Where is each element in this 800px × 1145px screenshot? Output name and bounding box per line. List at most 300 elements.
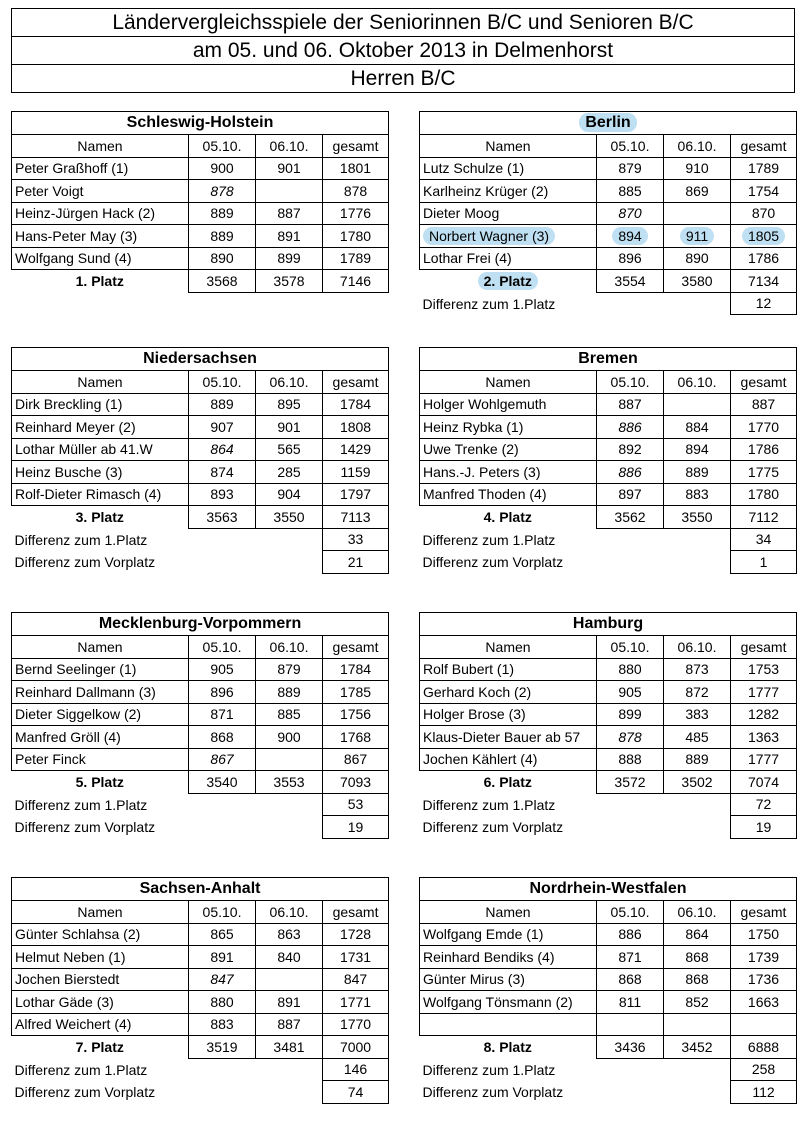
player-row	[12, 416, 389, 439]
player-name: Holger Wohlgemuth	[420, 393, 597, 416]
team-name: Hamburg	[572, 615, 644, 632]
col-header-day1: 05.10.	[189, 371, 256, 394]
player-name: Gerhard Koch (2)	[420, 681, 597, 704]
diff-first-value: 53	[323, 793, 389, 816]
diff-prev-value: 19	[731, 816, 797, 839]
col-header-total: gesamt	[731, 135, 797, 158]
player-name: Lothar Frei (4)	[420, 247, 597, 270]
player-row	[12, 1013, 389, 1036]
player-row	[420, 180, 797, 203]
diff-prev-row	[12, 816, 389, 839]
diff-prev-row	[420, 551, 797, 574]
player-total: 1756	[323, 703, 389, 726]
col-header-name: Namen	[420, 371, 597, 394]
player-d1: 888	[597, 748, 664, 771]
team-score-table	[419, 347, 797, 574]
player-d1: 886	[597, 416, 664, 439]
sum-day1: 3436	[597, 1036, 664, 1059]
place-label: 7. Platz	[75, 1039, 124, 1055]
player-d1: 893	[189, 483, 256, 506]
player-d2	[664, 202, 731, 225]
player-d2: 899	[256, 247, 323, 270]
player-total: 847	[323, 968, 389, 991]
player-name: Helmut Neben (1)	[12, 946, 189, 969]
diff-first-row	[12, 528, 389, 551]
player-d2: 900	[256, 726, 323, 749]
col-header-name: Namen	[12, 135, 189, 158]
player-d2: 873	[664, 658, 731, 681]
col-header-day1: 05.10.	[597, 371, 664, 394]
player-name: Klaus-Dieter Bauer ab 57	[420, 726, 597, 749]
player-row	[12, 483, 389, 506]
player-row	[12, 658, 389, 681]
diff-prev-row	[420, 816, 797, 839]
player-name: Dieter Siggelkow (2)	[12, 703, 189, 726]
player-row	[420, 225, 797, 248]
player-total: 1429	[323, 438, 389, 461]
sum-total: 7134	[731, 270, 797, 293]
diff-first-value: 34	[731, 528, 797, 551]
player-row	[420, 923, 797, 946]
player-total: 870	[731, 202, 797, 225]
place-label: 2. Platz	[478, 272, 538, 290]
player-d2: 383	[664, 703, 731, 726]
diff-first-row	[12, 793, 389, 816]
document-header	[11, 8, 795, 93]
player-total: 1159	[323, 461, 389, 484]
player-d1: 899	[597, 703, 664, 726]
sum-total: 7074	[731, 771, 797, 794]
player-d2: 894	[664, 438, 731, 461]
player-total: 1801	[323, 157, 389, 180]
player-total: 1789	[731, 157, 797, 180]
diff-first-value: 12	[731, 292, 797, 315]
player-d2: 869	[664, 180, 731, 203]
player-total	[731, 1013, 797, 1036]
diff-first-row	[420, 528, 797, 551]
player-row	[12, 247, 389, 270]
sum-total: 7000	[323, 1036, 389, 1059]
player-d1	[597, 225, 664, 248]
team-sum-row	[12, 771, 389, 794]
team-name: Nordrhein-Westfalen	[529, 880, 687, 897]
player-row	[12, 461, 389, 484]
player-d1: 864	[189, 438, 256, 461]
player-total: 1780	[731, 483, 797, 506]
player-row	[420, 483, 797, 506]
player-d2: 887	[256, 202, 323, 225]
highlight-name: Norbert Wagner (3)	[423, 227, 555, 245]
sum-total: 7113	[323, 506, 389, 529]
player-d2: 901	[256, 157, 323, 180]
player-total: 1736	[731, 968, 797, 991]
diff-prev-value: 74	[323, 1081, 389, 1104]
player-total: 1728	[323, 923, 389, 946]
player-d2	[256, 180, 323, 203]
player-d1: 905	[597, 681, 664, 704]
sum-day2: 3502	[664, 771, 731, 794]
diff-first-label: Differenz zum 1.Platz	[422, 531, 556, 548]
team-sum-row	[420, 270, 797, 293]
player-d2: 887	[256, 1013, 323, 1036]
team-name-cell	[12, 878, 389, 901]
player-d1: 896	[189, 681, 256, 704]
place-label: 5. Platz	[75, 774, 124, 790]
team-name: Sachsen-Anhalt	[139, 880, 261, 897]
player-d1: 880	[597, 658, 664, 681]
player-d2: 840	[256, 946, 323, 969]
place-label-cell	[420, 506, 597, 529]
place-label: 8. Platz	[483, 1039, 532, 1055]
player-total: 1750	[731, 923, 797, 946]
player-d2: 891	[256, 991, 323, 1014]
team-name-cell	[420, 878, 797, 901]
player-name: Holger Brose (3)	[420, 703, 597, 726]
player-total: 1768	[323, 726, 389, 749]
diff-prev-label: Differenz zum Vorplatz	[422, 818, 564, 835]
player-d1: 868	[597, 968, 664, 991]
col-header-total: gesamt	[323, 901, 389, 924]
player-total: 1739	[731, 946, 797, 969]
player-row	[420, 703, 797, 726]
player-total: 1770	[731, 416, 797, 439]
col-header-day1: 05.10.	[189, 135, 256, 158]
player-row	[420, 157, 797, 180]
team-score-table	[11, 612, 389, 839]
team-name-cell	[420, 348, 797, 371]
team-name-cell	[12, 348, 389, 371]
team-name: Bremen	[578, 350, 638, 367]
team-name-cell	[420, 112, 797, 135]
place-label-cell	[420, 1036, 597, 1059]
sum-day1: 3568	[189, 270, 256, 293]
player-name: Heinz-Jürgen Hack (2)	[12, 202, 189, 225]
diff-first-label: Differenz zum 1.Platz	[422, 295, 556, 312]
sum-day2: 3481	[256, 1036, 323, 1059]
team-table-7	[419, 877, 796, 1104]
player-row	[12, 225, 389, 248]
player-d2: 889	[256, 681, 323, 704]
col-header-name: Namen	[420, 636, 597, 659]
team-table-5	[419, 612, 796, 839]
player-name: Manfred Thoden (4)	[420, 483, 597, 506]
player-total: 1753	[731, 658, 797, 681]
player-name: Heinz Busche (3)	[12, 461, 189, 484]
diff-first-row	[420, 1058, 797, 1081]
place-label-cell	[12, 1036, 189, 1059]
player-name: Lutz Schulze (1)	[420, 157, 597, 180]
player-name: Alfred Weichert (4)	[12, 1013, 189, 1036]
col-header-day2: 06.10.	[664, 636, 731, 659]
player-name: Hans.-J. Peters (3)	[420, 461, 597, 484]
player-name	[420, 225, 597, 248]
col-header-total: gesamt	[323, 636, 389, 659]
highlight-d2: 911	[680, 227, 714, 245]
sum-day1: 3572	[597, 771, 664, 794]
diff-first-label: Differenz zum 1.Platz	[14, 531, 148, 548]
player-d2: 891	[256, 225, 323, 248]
player-name: Dieter Moog	[420, 202, 597, 225]
col-header-name: Namen	[12, 636, 189, 659]
sum-day2: 3578	[256, 270, 323, 293]
player-name: Reinhard Meyer (2)	[12, 416, 189, 439]
diff-first-row	[12, 1058, 389, 1081]
player-row	[420, 202, 797, 225]
player-d2: 868	[664, 946, 731, 969]
player-name: Wolfgang Tönsmann (2)	[420, 991, 597, 1014]
player-total: 1784	[323, 393, 389, 416]
place-label: 4. Platz	[483, 509, 532, 525]
player-name: Rolf Bubert (1)	[420, 658, 597, 681]
player-name: Heinz Rybka (1)	[420, 416, 597, 439]
player-row	[420, 726, 797, 749]
team-table-0	[11, 111, 388, 293]
col-header-total: gesamt	[323, 371, 389, 394]
team-table-1	[419, 111, 796, 315]
player-name: Peter Graßhoff (1)	[12, 157, 189, 180]
sum-day2: 3580	[664, 270, 731, 293]
player-d2: 872	[664, 681, 731, 704]
player-total: 1754	[731, 180, 797, 203]
diff-first-value: 72	[731, 793, 797, 816]
place-label: 1. Platz	[75, 273, 124, 289]
col-header-total: gesamt	[731, 901, 797, 924]
player-d1: 890	[189, 247, 256, 270]
diff-prev-value: 19	[323, 816, 389, 839]
player-d2: 885	[256, 703, 323, 726]
col-header-day1: 05.10.	[189, 636, 256, 659]
diff-prev-value: 112	[731, 1081, 797, 1104]
diff-prev-label: Differenz zum Vorplatz	[422, 1083, 564, 1100]
col-header-total: gesamt	[731, 636, 797, 659]
player-d1: 889	[189, 393, 256, 416]
player-d2: 883	[664, 483, 731, 506]
player-name: Dirk Breckling (1)	[12, 393, 189, 416]
player-row	[420, 968, 797, 991]
highlight-d1: 894	[612, 227, 647, 245]
col-header-name: Namen	[420, 135, 597, 158]
player-row	[12, 180, 389, 203]
team-table-3	[419, 347, 796, 574]
sum-day2: 3452	[664, 1036, 731, 1059]
player-total: 1771	[323, 991, 389, 1014]
diff-first-row	[420, 793, 797, 816]
player-d1: 886	[597, 923, 664, 946]
player-d1: 878	[597, 726, 664, 749]
player-row	[12, 703, 389, 726]
player-d2: 904	[256, 483, 323, 506]
sum-day2: 3550	[664, 506, 731, 529]
col-header-day2: 06.10.	[664, 901, 731, 924]
player-name: Peter Voigt	[12, 180, 189, 203]
team-sum-row	[12, 1036, 389, 1059]
player-name	[420, 1013, 597, 1036]
player-name: Wolfgang Emde (1)	[420, 923, 597, 946]
team-score-table	[11, 347, 389, 574]
player-total: 1786	[731, 247, 797, 270]
team-sum-row	[420, 506, 797, 529]
col-header-name: Namen	[12, 371, 189, 394]
player-d2: 884	[664, 416, 731, 439]
diff-prev-row	[420, 1081, 797, 1104]
place-label-cell	[12, 506, 189, 529]
player-row	[420, 247, 797, 270]
sum-total: 6888	[731, 1036, 797, 1059]
player-name: Lothar Gäde (3)	[12, 991, 189, 1014]
player-d1: 905	[189, 658, 256, 681]
player-name: Jochen Kählert (4)	[420, 748, 597, 771]
player-d2: 895	[256, 393, 323, 416]
player-name: Lothar Müller ab 41.W	[12, 438, 189, 461]
place-label-cell	[12, 270, 189, 293]
player-total: 1776	[323, 202, 389, 225]
team-name: Mecklenburg-Vorpommern	[98, 615, 302, 632]
player-d1: 871	[189, 703, 256, 726]
player-row	[12, 157, 389, 180]
player-total: 1663	[731, 991, 797, 1014]
sum-total: 7093	[323, 771, 389, 794]
player-name: Hans-Peter May (3)	[12, 225, 189, 248]
col-header-name: Namen	[420, 901, 597, 924]
player-total: 1780	[323, 225, 389, 248]
player-d2: 889	[664, 748, 731, 771]
col-header-total: gesamt	[731, 371, 797, 394]
team-score-table	[11, 877, 389, 1104]
diff-prev-label: Differenz zum Vorplatz	[14, 818, 156, 835]
player-d1: 867	[189, 748, 256, 771]
team-sum-row	[420, 1036, 797, 1059]
player-row	[420, 461, 797, 484]
sum-total: 7112	[731, 506, 797, 529]
player-row	[12, 681, 389, 704]
team-name: Schleswig-Holstein	[126, 114, 274, 131]
player-name: Günter Mirus (3)	[420, 968, 597, 991]
player-total: 1786	[731, 438, 797, 461]
player-d2: 901	[256, 416, 323, 439]
player-d1: 892	[597, 438, 664, 461]
player-name: Reinhard Dallmann (3)	[12, 681, 189, 704]
team-table-2	[11, 347, 388, 574]
sum-day2: 3553	[256, 771, 323, 794]
player-d1	[597, 1013, 664, 1036]
team-sum-row	[12, 506, 389, 529]
diff-prev-label: Differenz zum Vorplatz	[422, 553, 564, 570]
player-d1: 811	[597, 991, 664, 1014]
diff-first-value: 258	[731, 1058, 797, 1081]
player-total: 867	[323, 748, 389, 771]
player-d1: 879	[597, 157, 664, 180]
sum-day1: 3554	[597, 270, 664, 293]
diff-prev-value: 21	[323, 551, 389, 574]
player-row	[12, 393, 389, 416]
place-label-cell	[420, 771, 597, 794]
player-name: Bernd Seelinger (1)	[12, 658, 189, 681]
header-date-location: am 05. und 06. Oktober 2013 in Delmenhorst	[12, 36, 794, 64]
team-score-table	[419, 111, 797, 315]
player-d1: 865	[189, 923, 256, 946]
player-row	[12, 202, 389, 225]
player-total: 1797	[323, 483, 389, 506]
sum-day1: 3562	[597, 506, 664, 529]
team-score-table	[11, 111, 389, 293]
team-name-cell	[12, 112, 389, 135]
player-d2: 852	[664, 991, 731, 1014]
player-d1: 896	[597, 247, 664, 270]
player-total: 1282	[731, 703, 797, 726]
player-total: 1784	[323, 658, 389, 681]
player-total: 887	[731, 393, 797, 416]
player-d1: 885	[597, 180, 664, 203]
player-d2: 890	[664, 247, 731, 270]
diff-first-label: Differenz zum 1.Platz	[14, 1061, 148, 1078]
player-d2: 863	[256, 923, 323, 946]
col-header-day1: 05.10.	[597, 636, 664, 659]
team-score-table	[419, 877, 797, 1104]
diff-prev-label: Differenz zum Vorplatz	[14, 553, 156, 570]
team-name-cell	[12, 613, 389, 636]
col-header-day1: 05.10.	[189, 901, 256, 924]
player-row	[12, 968, 389, 991]
col-header-day1: 05.10.	[597, 901, 664, 924]
player-d1: 891	[189, 946, 256, 969]
header-category: Herren B/C	[12, 64, 794, 92]
player-d1: 880	[189, 991, 256, 1014]
team-name: Niedersachsen	[143, 350, 257, 367]
player-total: 1770	[323, 1013, 389, 1036]
player-row	[420, 946, 797, 969]
player-name: Reinhard Bendiks (4)	[420, 946, 597, 969]
player-row	[420, 438, 797, 461]
header-title: Ländervergleichsspiele der Seniorinnen B/C und Senioren B/C	[112, 11, 694, 34]
diff-first-value: 33	[323, 528, 389, 551]
col-header-day2: 06.10.	[256, 371, 323, 394]
player-d2: 879	[256, 658, 323, 681]
team-name-cell	[420, 613, 797, 636]
player-name: Jochen Bierstedt	[12, 968, 189, 991]
player-name: Rolf-Dieter Rimasch (4)	[12, 483, 189, 506]
player-row	[420, 1013, 797, 1036]
team-sum-row	[12, 270, 389, 293]
player-d2: 864	[664, 923, 731, 946]
player-row	[12, 726, 389, 749]
player-total: 1777	[731, 681, 797, 704]
place-label: 6. Platz	[483, 774, 532, 790]
player-d2	[664, 393, 731, 416]
player-row	[420, 748, 797, 771]
player-row	[12, 991, 389, 1014]
col-header-day2: 06.10.	[664, 371, 731, 394]
player-total: 1789	[323, 247, 389, 270]
player-row	[420, 681, 797, 704]
place-label-cell	[12, 771, 189, 794]
team-table-6	[11, 877, 388, 1104]
player-d1: 889	[189, 202, 256, 225]
col-header-name: Namen	[12, 901, 189, 924]
player-d1: 878	[189, 180, 256, 203]
player-d1: 897	[597, 483, 664, 506]
player-d1: 887	[597, 393, 664, 416]
col-header-day2: 06.10.	[256, 901, 323, 924]
player-d2	[664, 1013, 731, 1036]
diff-first-label: Differenz zum 1.Platz	[422, 1061, 556, 1078]
player-name: Peter Finck	[12, 748, 189, 771]
diff-prev-row	[12, 551, 389, 574]
player-total: 1775	[731, 461, 797, 484]
diff-prev-value: 1	[731, 551, 797, 574]
player-d2: 285	[256, 461, 323, 484]
player-d1: 868	[189, 726, 256, 749]
diff-prev-label: Differenz zum Vorplatz	[14, 1083, 156, 1100]
